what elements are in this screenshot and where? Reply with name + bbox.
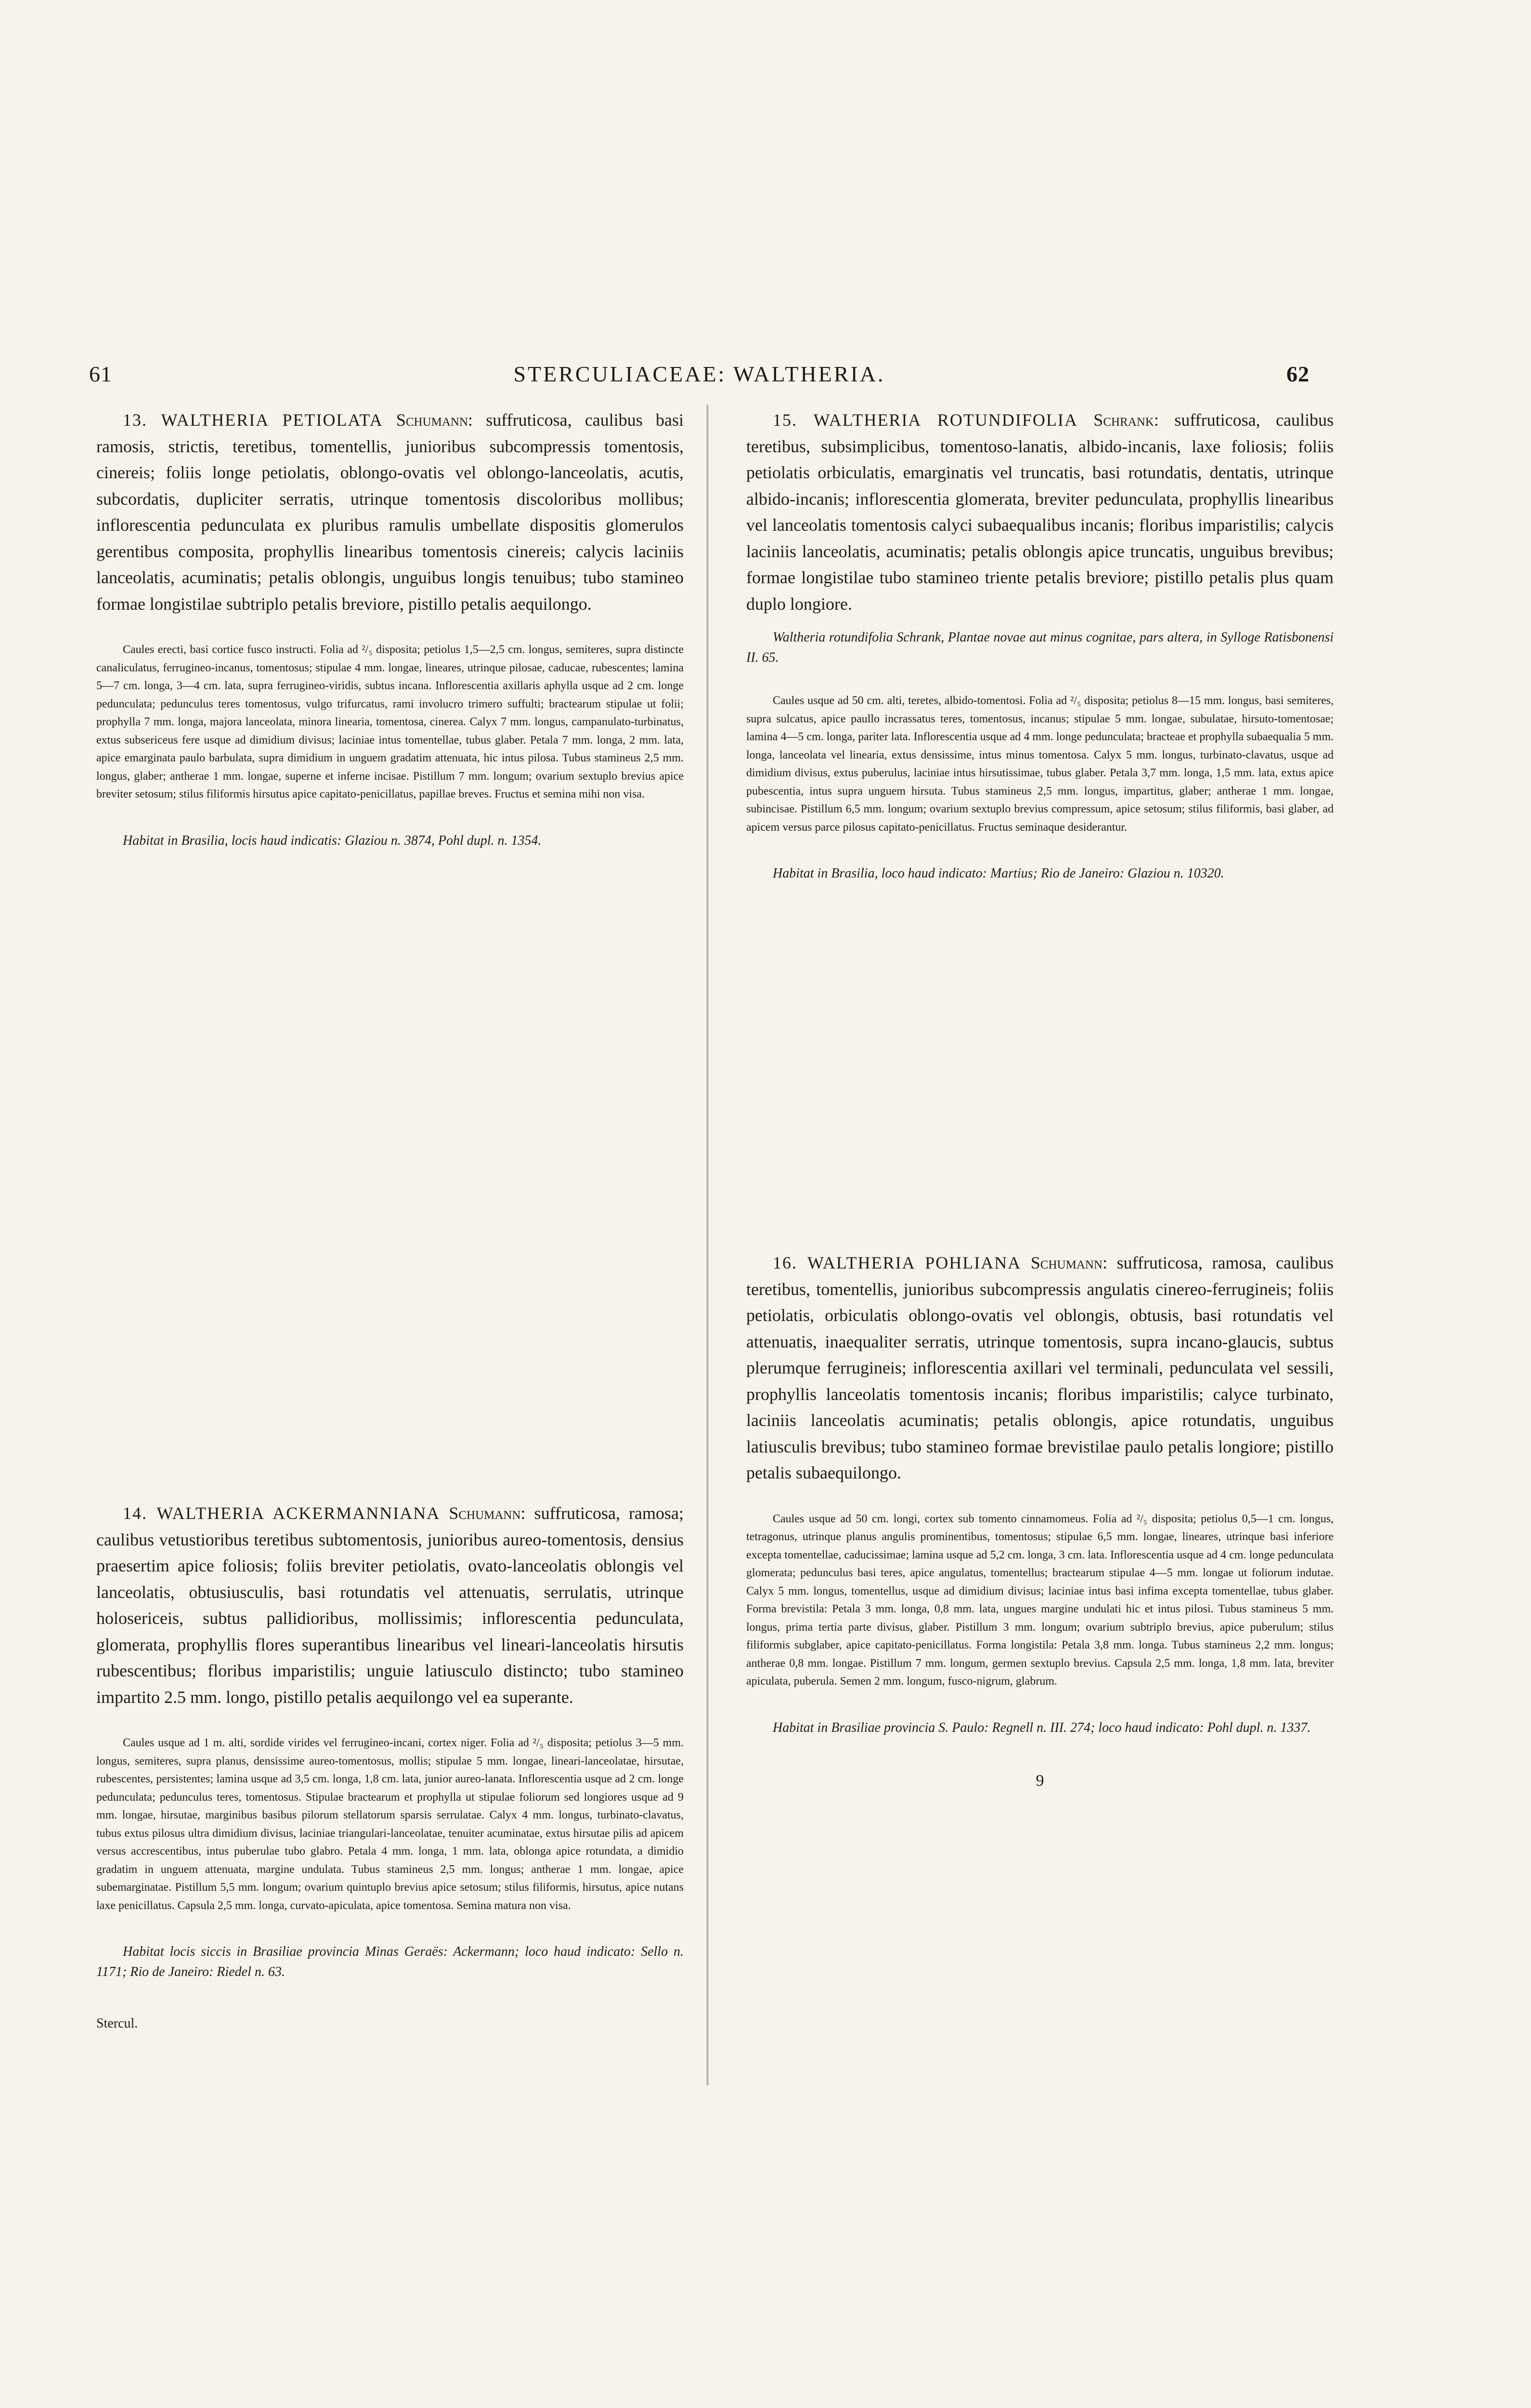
species-author: Schrank:: [1093, 410, 1159, 430]
species-name: 14. WALTHERIA ACKERMANNIANA: [123, 1504, 441, 1523]
species-notes: Caules usque ad 50 cm. longi, cortex sub tomento cinnamomeus. Folia ad ²/₅ disposita; petiolus 0,5—1 cm. longus, tetragonus, utrinque planus angulis prominentibus, tomentosus; stipulae 6,5 mm. longae, lineares, utrinque basi inferiore excepta tomentellae, caducissimae; lamina usque ad 5,2 cm. longa, 3 cm. lata. Inflorescentia usque ad 4 cm. longe pedunculata glomerata; pedunculus basi teres, apice angulatus, tomentellus; bractearum stipulae 4—5 mm. longae ut foliorum indutae. Calyx 5 mm. longus, tomentellus, usque ad dimidium divisus; laciniae intus basi infima excepta tomentellae, tubus glaber. Forma brevistila: Petala 3 mm. longa, 0,8 mm. lata, ungues margine undulati hic et intus pilosi. Tubus staminеus 5 mm. longus, prima tertia parte divisus, glaber. Pistillum 3 mm. longum; ovarium subtriplo brevius, apice puberulum; stilus filiformis subglaber, apice capitato-penicillatus. Forma longistila: Petala 3,8 mm. longa. Tubus staminеus 2,2 mm. longus; antherae 0,8 mm. longae. Pistillum 7 mm. longum, germen sextuplo brevius. Capsula 2,5 mm. longa, 1,8 mm. lata, breviter apiculata, puberula. Semen 2 mm. longum, fusco-nigrum, glabrum.: [746, 1512, 1334, 1688]
species-name: 13. WALTHERIA PETIOLATA: [123, 410, 383, 430]
left-column: [96, 407, 684, 2031]
diagnosis-text: suffruticosa, ramosa; caulibus vetustioribus teretibus subtomentosis, junioribus aureo-tomentosis, densius praesertim apice foliosis; foliis breviter petiolatis, ovato-lanceolatis oblongis vel lanceolatis, obtusiusculis, basi rotundatis vel attenuatis, serrulatis, utrinque holosericeis, subtus pallidioribus, mollissimis; inflorescentia pedunculata, glomerata, prophyllis flores superantibus linearibus vel lineari-lanceolatis hirsutis rubescentibus; floribus imparistilis; unguie latiusculo distincto; tubo stamineo impartito 2.5 mm. longo, pistillo petalis aequilongo vel ea superante.: [96, 1504, 684, 1707]
diagnosis-text: suffruticosa, caulibus basi ramosis, strictis, teretibus, tomentellis, junioribus subcompressis tomentosis, cinereis; foliis longe petiolatis, oblongo-ovatis vel oblongo-lanceolatis, acutis, subcordatis, dupliciter serratis, utrinque tomentosis discoloribus mollibus; inflorescentia pedunculata ex pluribus ramulis umbellate dispositis glomerulos gerentibus composita, prophyllis linearibus tomentosis cinereis; calycis laciniis lanceolatis, acuminatis; petalis oblongis, unguibus longis tenuibus; tubo stamineo formae longistilae subtriplo petalis breviore, pistillo petalis aequilongo.: [96, 410, 684, 614]
species-description: [96, 1500, 684, 1710]
diagnosis-text: suffruticosa, caulibus teretibus, subsimplicibus, tomentoso-lanatis, albido-incanis, laxe foliosis; foliis petiolatis orbiculatis, emarginatis vel truncatis, basi rotundatis, dentatis, utrinque albido-incanis; inflorescentia glomerata, breviter pedunculata, prophyllis linearibus vel lanceolatis tomentosis calyci subaequalibus incanis; floribus imparistilis; calycis laciniis lanceolatis, acuminatis; petalis oblongis apice truncatis, unguibus brevibus; formae longistilae tubo stamineo triente petalis breviore; pistillo petalis plus quam duplo longiore.: [746, 410, 1334, 614]
running-title: STERCULIACEAE: WALTHERIA.: [513, 362, 885, 386]
species-habitat: Habitat locis siccis in Brasiliae provincia Minas Geraës: Ackermann; loco haud indicato: Sello n. 1171; Rio de Janeiro: Riedel n. 63.: [96, 1944, 684, 1979]
species-author: Schumann:: [449, 1504, 526, 1523]
species-author: Schumann:: [1030, 1253, 1107, 1272]
species-author: Schumann:: [396, 410, 473, 430]
right-column: [746, 407, 1334, 1790]
species-habitat: Habitat in Brasilia, locis haud indicatis: Glaziou n. 3874, Pohl dupl. n. 1354.: [123, 833, 542, 848]
species-15: [746, 407, 1334, 1197]
page-header: [89, 361, 1310, 390]
diagnosis-text: suffruticosa, ramosa, caulibus teretibus, tomentellis, junioribus subcompressis angulatis cinereo-ferrugineis; foliis petiolatis, orbiculatis oblongo-ovatis vel oblongis, obtusis, basi rotundatis vel attenuatis, inaequaliter serratis, utrinque tomentosis, supra incano-glaucis, subtus plerumque ferrugineis; inflorescentia axillari vel terminali, pedunculata vel sessili, prophyllis lanceolatis tomentosis incanis; floribus imparistilis; calyce turbinato, laciniis lanceolatis acuminatis; petalis oblongis, apice rotundatis, unguibus latiusculis brevibus; tubo stamineo formae brevistilae paulo petalis longiore; pistillo petalis subaequilongo.: [746, 1253, 1334, 1482]
species-13: [96, 407, 684, 1457]
sheet-number: 9: [1036, 1771, 1044, 1790]
species-description: [746, 407, 1334, 617]
species-notes: Caules erecti, basi cortice fusco instructi. Folia ad ²/₅ disposita; petiolus 1,5—2,5 cm. longus, semiteres, supra distincte canaliculatus, ferrugineo-incanus, tomentosus; stipulae 4 mm. longae, lineares, utrinque pilosae, caducae, rubescentes; lamina 5—7 cm. longa, 3—4 cm. lata, supra ferrugineo-viridis, subtus incana. Inflorescentia axillaris aphylla usque ad 2 cm. longe pedunculata; pedunculus teres tomentosus, vulgo trifurcatus, rami involucro trimero suffulti; bractearum stipulae ut folii; prophylla 7 mm. longa, majora lanceolata, minora linearia, tomentosa, cinerea. Calyx 7 mm. longus, campanulato-turbinatus, extus subsericeus fere usque ad dimidium divisus; laciniae intus tomentellae, tubus glaber. Petala 7 mm. longa, 2 mm. lata, apice emarginata paulo barbulata, supra dimidium in unguem gradatim attenuata, hic intus pilosa. Tubus staminеus 2,5 mm. longus, glaber; antherae 1 mm. longae, superne et inferne incisae. Pistillum 7 mm. longum; ovarium sextuplo brevius apice breviter setosum; stilus filiformis hirsutus apice capitato-penicillatus, papillae breves. Fructus et semina mihi non visa.: [96, 643, 684, 800]
species-16: [746, 1250, 1334, 1738]
species-description: [746, 1250, 1334, 1486]
species-name: 16. WALTHERIA POHLIANA: [773, 1253, 1022, 1272]
species-notes: Caules usque ad 1 m. alti, sordide virides vel ferrugineo-incani, cortex niger. Folia ad ²/₅ disposita; petiolus 3—5 mm. longus, semiteres, supra planus, densissime aureo-tomentosus, mollis; stipulae 5 mm. longae, lineari-lanceolatae, hirsutae, rubescentes, persistentes; lamina usque ad 3,5 cm. longa, 1,8 cm. lata, junior aureo-lanata. Inflorescentia usque ad 2 cm. longe pedunculata; pedunculus teres, tomentosus. Stipulae bractearum et prophylla ut stipulae foliorum sed longiores usque ad 9 mm. longae, hirsutae, marginibus basibus pilorum stellatorum sparsis serrulatae. Calyx 4 mm. longus, turbinato-clavatus, tubus extus pilosus ultra dimidium divisus, laciniae triangulari-lanceolatae, tenuiter acuminatae, extus hirsutae pilis ad apicem versus accrescentibus, intus puberulae tubo glabro. Petala 4 mm. longa, 1 mm. lata, oblonga apice rotundata, a dimidio gradatim in unguem attenuata, margine undulata. Tubus staminеus 2,5 mm. longus; antherae 1 mm. longae, apice subemarginatae. Pistillum 5,5 mm. longum; ovarium quintuplo brevius apice setosum; stilus filiformis, hirsutus, apice nutans laxe penicillatus. Capsula 2,5 mm. longa, curvato-apiculata, apice tomentosa. Semina matura non visa.: [96, 1737, 684, 1912]
species-description: [96, 407, 684, 617]
species-name: 15. WALTHERIA ROTUNDIFOLIA: [773, 410, 1078, 430]
page-number-right: 62: [1286, 362, 1310, 386]
species-habitat: Habitat in Brasilia, loco haud indicato: Martius; Rio de Janeiro: Glaziou n. 10320.: [773, 866, 1224, 881]
species-habitat: Habitat in Brasiliae provincia S. Paulo: Regnell n. III. 274; loco haud indicato: Pohl dupl. n. 1337.: [773, 1720, 1311, 1735]
species-notes: Caules usque ad 50 cm. alti, teretes, albido-tomentosi. Folia ad ²/₅ disposita; petiolus 8—15 mm. longus, basi semiteres, supra sulcatus, apice paullo incrassatus teres, tomentosus, incanus; stipulae 5 mm. longae, subulatae, hirsuto-tomentosae; lamina 4—5 cm. longa, pariter lata. Inflorescentia usque ad 4 mm. longe pedunculata; bracteae et prophylla subaequalia 5 mm. longa, lanceolata vel linearia, extus densissime, intus minus tomentosa. Calyx 5 mm. longus, turbinato-clavatus, usque ad dimidium divisus, extus puberulus, laciniae intus hirsutissimae, tubus glaber. Petala 3,7 mm. longa, 1,5 mm. lata, extus apice pubescentia, intus supra unguem hirsuta. Tubus staminеus 2,5 mm. longus, impartitus, glaber; antherae 1 mm. longae, subincisae. Pistillum 6,5 mm. longum; ovarium sextuplo brevius compressum, apice setosum; stilus filiformis, basi glaber, ad apicem versus parce pilosus capitato-penicillatus. Fructus seminaque desiderantur.: [746, 694, 1334, 834]
signature-mark: Stercul.: [96, 2016, 138, 2031]
page-number-left: 61: [89, 362, 112, 386]
species-14: [96, 1500, 684, 1982]
column-divider: [707, 405, 708, 2085]
species-citation: Waltheria rotundifolia Schrank, Plantae novae aut minus cognitae, pars altera, in Sylloge Ratisbonensi II. 65.: [746, 630, 1334, 665]
